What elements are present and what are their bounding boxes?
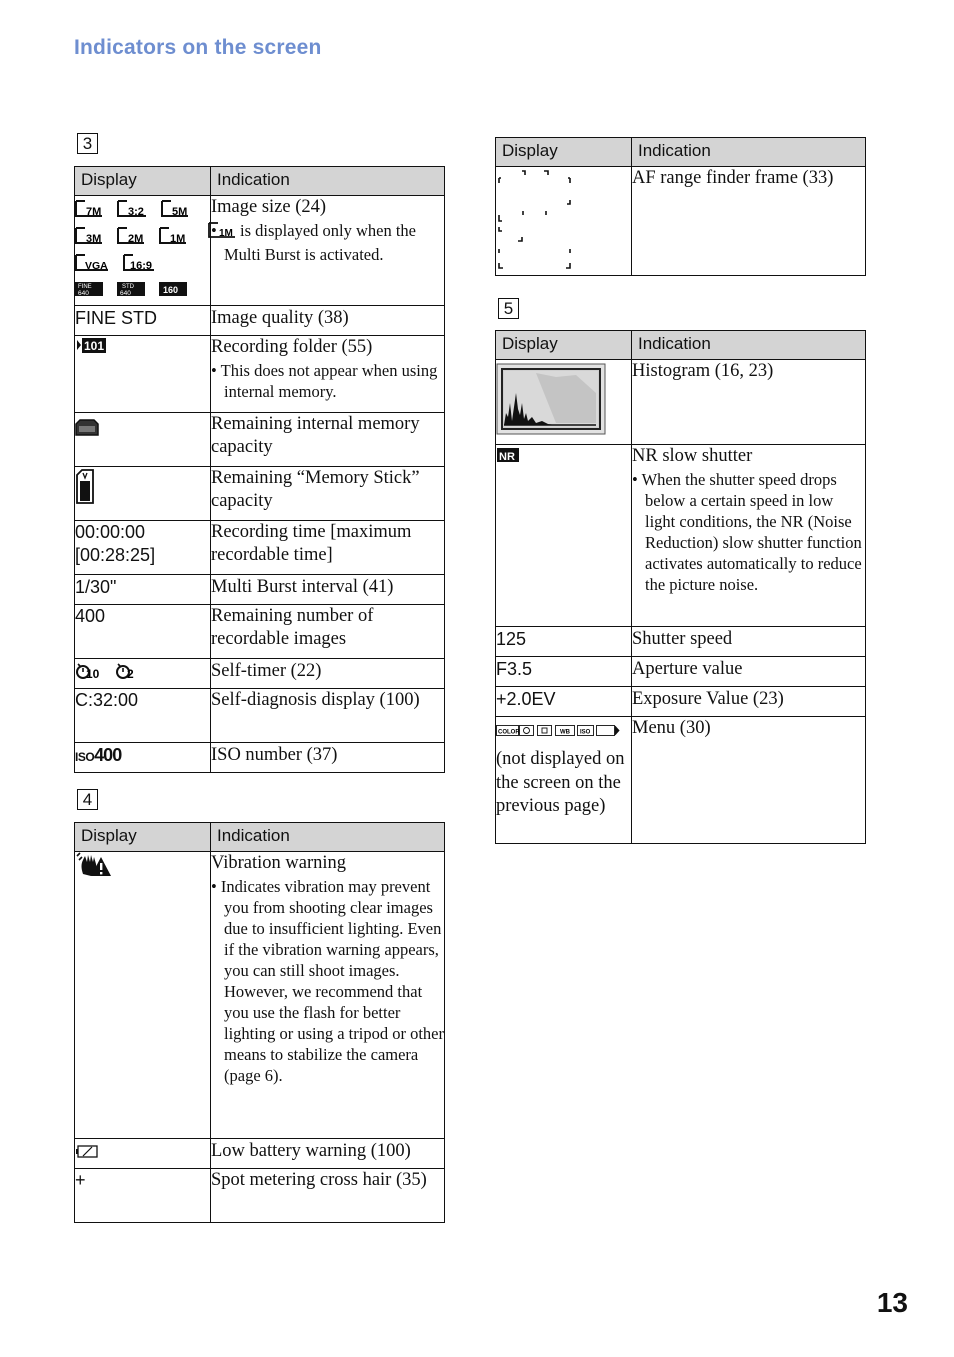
- display-column-header: Display: [496, 138, 632, 167]
- menu-wb-label: WB: [560, 729, 570, 736]
- svg-text:3M: 3M: [86, 232, 102, 245]
- vibration-warning-indication-cell: [211, 852, 445, 1139]
- iso-indication: ISO number (37): [211, 743, 445, 773]
- image-size-5m-icon: [161, 198, 189, 224]
- display-column-header: Display: [75, 167, 211, 196]
- section-number-5: 5: [498, 298, 519, 319]
- svg-text:1M: 1M: [170, 232, 186, 245]
- iso-value: 400: [94, 745, 122, 765]
- nr-slow-shutter-indication-cell: [632, 445, 866, 627]
- recording-time-indication: Recording time [maximum recordable time]: [211, 521, 445, 575]
- aperture-indication: Aperture value: [632, 657, 866, 687]
- menu-iso-label: ISO: [580, 729, 591, 736]
- nr-slow-shutter-display: [496, 445, 632, 627]
- svg-text:2M: 2M: [128, 232, 144, 245]
- menu-indication: Menu (30): [632, 717, 866, 844]
- section-number-4: 4: [77, 789, 98, 810]
- af-range-finder-display: [496, 167, 632, 276]
- section-5-table: [495, 330, 866, 844]
- image-size-7m-icon: [75, 198, 103, 224]
- section-number-3: 3: [77, 133, 98, 154]
- memory-stick-display: [75, 467, 211, 521]
- iso-display: [75, 743, 211, 773]
- internal-memory-indication: Remaining internal memory capacity: [211, 413, 445, 467]
- internal-memory-display: [75, 413, 211, 467]
- self-timer-display: [75, 659, 211, 689]
- nr-slow-shutter-note: • When the shutter speed drops below a certain speed in low light conditions, the NR (Noise Reduction) slow shutter function activates automatically to reduce the picture noise.: [632, 469, 865, 595]
- image-size-label: Image size (24): [211, 197, 327, 217]
- exposure-value-display: +2.0EV: [496, 687, 632, 717]
- self-diagnosis-display: C:32:00: [75, 689, 211, 743]
- svg-text:7M: 7M: [86, 205, 102, 218]
- spot-metering-display: +: [75, 1169, 211, 1223]
- self-timer-10-icon: [75, 661, 103, 687]
- aperture-display: F3.5: [496, 657, 632, 687]
- internal-memory-icon: [75, 417, 99, 443]
- display-column-header: Display: [496, 331, 632, 360]
- menu-color-label: COLOR: [498, 729, 520, 736]
- nr-icon: [496, 446, 520, 469]
- svg-text:5M: 5M: [172, 205, 188, 218]
- histogram-icon: [496, 363, 606, 441]
- std-640-icon: [117, 280, 145, 303]
- low-battery-display: [75, 1139, 211, 1169]
- self-diagnosis-indication: Self-diagnosis display (100): [211, 689, 445, 743]
- section-4-table: [74, 822, 445, 1223]
- recording-folder-note: • This does not appear when using internal memory.: [211, 360, 444, 402]
- self-timer-indication: Self-timer (22): [211, 659, 445, 689]
- image-size-vga-icon: [75, 252, 109, 278]
- vibration-warning-display: [75, 852, 211, 1139]
- menu-display: [496, 717, 632, 844]
- memory-stick-icon: [75, 469, 95, 511]
- display-column-header: Display: [75, 823, 211, 852]
- af-range-finder-frame-icon: [496, 167, 578, 275]
- vibration-warning-note: • Indicates vibration may prevent you from shooting clear images due to insufficient lighting. Even if the vibration warning appears, you can still shoot images. However, we recommend that you use the flash for better lighting or using a tripod or other means to stabilize the camera (page 6).: [211, 876, 444, 1086]
- menu-bar-icon: [496, 720, 620, 743]
- af-range-finder-indication: AF range finder frame (33): [632, 167, 866, 276]
- remaining-images-indication: Remaining number of recordable images: [211, 605, 445, 659]
- multi-burst-indication: Multi Burst interval (41): [211, 575, 445, 605]
- histogram-indication: Histogram (16, 23): [632, 360, 866, 445]
- recording-folder-label: Recording folder (55): [211, 337, 373, 357]
- svg-text:FINE: FINE: [78, 284, 92, 290]
- vibration-warning-label: Vibration warning: [211, 853, 347, 873]
- svg-text:10: 10: [86, 667, 100, 681]
- image-size-note: [211, 220, 444, 265]
- menu-display-note: (not displayed on the screen on the previous page): [496, 749, 625, 816]
- low-battery-indication: Low battery warning (100): [211, 1139, 445, 1169]
- image-size-2m-icon: [117, 225, 145, 251]
- indication-column-header: Indication: [632, 138, 866, 167]
- svg-text:1M: • 1M: [218, 227, 233, 239]
- indication-column-header: Indication: [211, 823, 445, 852]
- image-size-3-2-icon: [117, 198, 147, 224]
- image-size-1m-icon: [159, 225, 187, 251]
- section-3-table: [74, 166, 445, 773]
- nr-slow-shutter-label: NR slow shutter: [632, 446, 753, 466]
- image-quality-indication: Image quality (38): [211, 306, 445, 336]
- image-size-3m-icon: [75, 225, 103, 251]
- svg-text:VGA: VGA: [85, 259, 108, 272]
- svg-text:2: 2: [127, 667, 134, 681]
- svg-text:101: 101: [84, 339, 105, 354]
- image-size-1m-inline-icon: [218, 221, 236, 244]
- svg-text:3:2: 3:2: [128, 205, 144, 218]
- recording-folder-icon: [75, 336, 107, 360]
- low-battery-icon: [75, 1142, 99, 1165]
- recording-time-display: 00:00:00 [00:28:25]: [75, 521, 211, 575]
- svg-text:16:9: 16:9: [130, 259, 153, 272]
- remaining-images-display: 400: [75, 605, 211, 659]
- indication-column-header: Indication: [211, 167, 445, 196]
- exposure-value-indication: Exposure Value (23): [632, 687, 866, 717]
- svg-text:640: 640: [78, 290, 89, 297]
- recording-folder-display: [75, 336, 211, 413]
- recording-folder-indication-cell: [211, 336, 445, 413]
- svg-text:160: 160: [163, 285, 179, 295]
- spot-metering-indication: Spot metering cross hair (35): [211, 1169, 445, 1223]
- svg-text:NR: NR: [499, 450, 515, 463]
- svg-text:STD: STD: [122, 284, 134, 290]
- shutter-speed-indication: Shutter speed: [632, 627, 866, 657]
- fine-640-icon: [75, 280, 103, 303]
- image-size-icons-cell: [75, 196, 211, 306]
- image-size-indication-cell: [211, 196, 445, 306]
- multi-burst-display: 1/30": [75, 575, 211, 605]
- image-size-16-9-icon: [123, 252, 155, 278]
- page-number: 13: [876, 1287, 908, 1318]
- image-quality-display: FINE STD: [75, 306, 211, 336]
- vibration-warning-icon: [75, 852, 113, 884]
- histogram-display: [496, 360, 632, 445]
- indication-column-header: Indication: [632, 331, 866, 360]
- image-size-note-text: is displayed only when the Multi Burst is activated.: [224, 221, 417, 264]
- page-header-title: Indicators on the screen: [74, 36, 322, 59]
- af-range-table: [495, 137, 866, 276]
- self-timer-2-icon: [115, 661, 139, 687]
- svg-text:640: 640: [120, 290, 131, 297]
- iso-prefix: ISO: [75, 750, 95, 764]
- shutter-speed-display: 125: [496, 627, 632, 657]
- memory-stick-indication: Remaining “Memory Stick” capacity: [211, 467, 445, 521]
- size-160-icon: [159, 280, 187, 303]
